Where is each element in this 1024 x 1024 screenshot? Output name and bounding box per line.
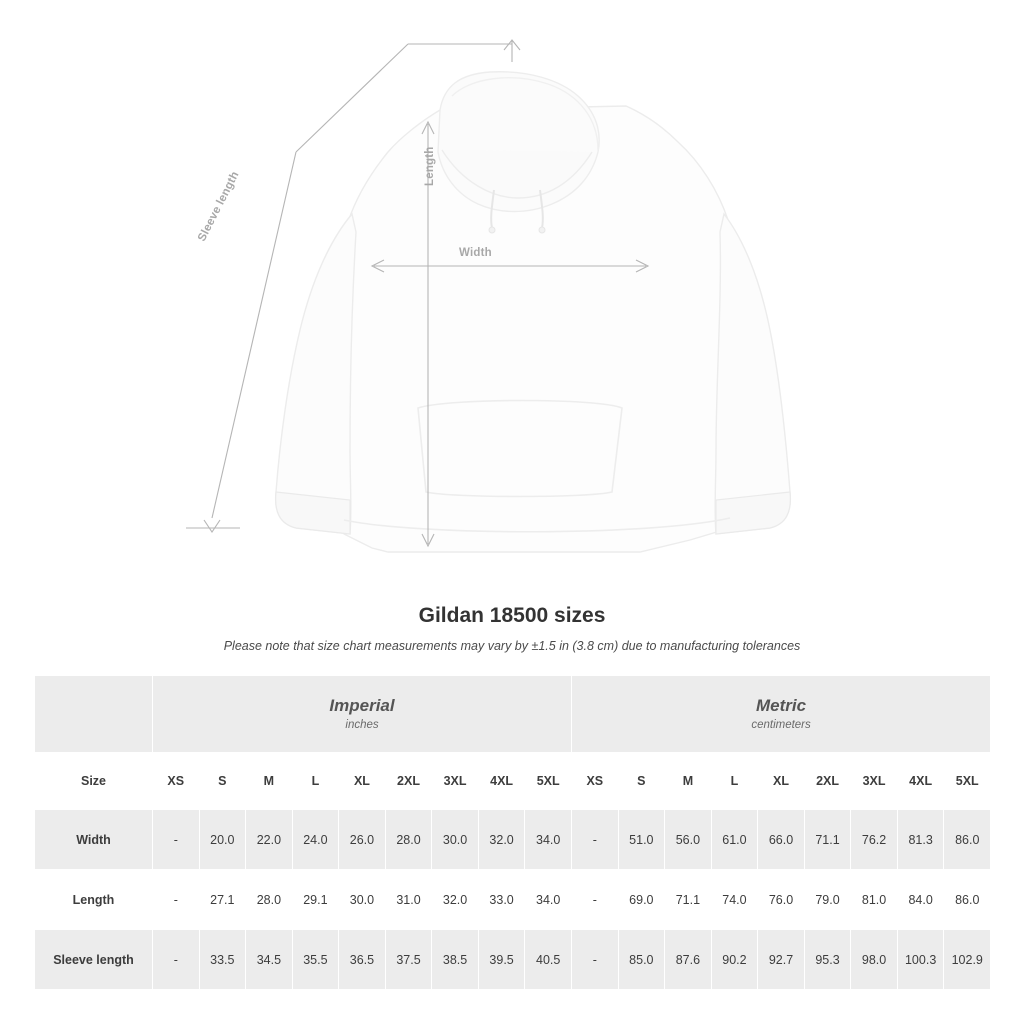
cell-length-imperial-l: 29.1 xyxy=(292,870,339,930)
cell-width-metric-5xl: 86.0 xyxy=(944,810,991,870)
title-block xyxy=(0,604,1024,653)
table-row xyxy=(35,930,991,990)
cell-sleeve-metric-2xl: 95.3 xyxy=(804,930,851,990)
cell-width-metric-s: 51.0 xyxy=(618,810,665,870)
unit-group-metric-unit: centimeters xyxy=(751,718,811,731)
tolerance-note: Please note that size chart measurements may vary by ±1.5 in (3.8 cm) due to manufacturing tolerances xyxy=(223,639,801,653)
cell-width-metric-xs: - xyxy=(572,810,619,870)
cell-length-metric-s: 69.0 xyxy=(618,870,665,930)
header-metric-xl: XL xyxy=(758,753,805,810)
row-label-width: Width xyxy=(35,810,153,870)
cell-width-imperial-l: 24.0 xyxy=(292,810,339,870)
cell-sleeve-metric-l: 90.2 xyxy=(711,930,758,990)
cell-length-imperial-xl: 30.0 xyxy=(339,870,386,930)
hoodie-shape xyxy=(276,72,791,552)
cell-length-metric-xs: - xyxy=(572,870,619,930)
cell-sleeve-imperial-3xl: 38.5 xyxy=(432,930,479,990)
header-metric-m: M xyxy=(665,753,712,810)
cell-length-imperial-5xl: 34.0 xyxy=(525,870,572,930)
page-title: Gildan 18500 sizes xyxy=(418,604,606,627)
header-imperial-l: L xyxy=(292,753,339,810)
cell-width-metric-xl: 66.0 xyxy=(758,810,805,870)
sleeve-length-label: Sleeve length xyxy=(196,169,242,244)
header-metric-xs: XS xyxy=(572,753,619,810)
cell-length-metric-xl: 76.0 xyxy=(758,870,805,930)
cell-width-metric-2xl: 71.1 xyxy=(804,810,851,870)
table-row xyxy=(35,870,991,930)
cell-sleeve-metric-3xl: 98.0 xyxy=(851,930,898,990)
unit-group-row xyxy=(35,676,991,753)
cell-length-imperial-m: 28.0 xyxy=(246,870,293,930)
cell-width-imperial-xl: 26.0 xyxy=(339,810,386,870)
header-imperial-m: M xyxy=(246,753,293,810)
cell-width-metric-l: 61.0 xyxy=(711,810,758,870)
header-metric-s: S xyxy=(618,753,665,810)
cell-width-metric-4xl: 81.3 xyxy=(897,810,944,870)
row-label-sleeve-length: Sleeve length xyxy=(35,930,153,990)
cell-length-imperial-xs: - xyxy=(153,870,200,930)
cell-sleeve-metric-5xl: 102.9 xyxy=(944,930,991,990)
size-chart-table xyxy=(34,675,991,990)
unit-group-imperial-unit: inches xyxy=(345,718,379,731)
cell-sleeve-imperial-4xl: 39.5 xyxy=(478,930,525,990)
unit-group-imperial xyxy=(153,676,572,753)
unit-group-spacer xyxy=(35,676,153,753)
cell-length-metric-3xl: 81.0 xyxy=(851,870,898,930)
header-metric-5xl: 5XL xyxy=(944,753,991,810)
row-label-length: Length xyxy=(35,870,153,930)
header-imperial-xl: XL xyxy=(339,753,386,810)
header-metric-l: L xyxy=(711,753,758,810)
cell-width-imperial-2xl: 28.0 xyxy=(385,810,432,870)
cell-width-imperial-5xl: 34.0 xyxy=(525,810,572,870)
cell-sleeve-imperial-m: 34.5 xyxy=(246,930,293,990)
width-label: Width xyxy=(459,247,492,259)
cell-sleeve-metric-s: 85.0 xyxy=(618,930,665,990)
cell-sleeve-imperial-s: 33.5 xyxy=(199,930,246,990)
cell-length-metric-4xl: 84.0 xyxy=(897,870,944,930)
table-row xyxy=(35,810,991,870)
cell-sleeve-imperial-l: 35.5 xyxy=(292,930,339,990)
cell-sleeve-metric-4xl: 100.3 xyxy=(897,930,944,990)
cell-sleeve-metric-xl: 92.7 xyxy=(758,930,805,990)
cell-width-imperial-4xl: 32.0 xyxy=(478,810,525,870)
header-imperial-2xl: 2XL xyxy=(385,753,432,810)
cell-width-imperial-xs: - xyxy=(153,810,200,870)
cell-width-imperial-s: 20.0 xyxy=(199,810,246,870)
length-label: Length xyxy=(424,146,436,186)
size-header-row xyxy=(35,753,991,810)
cell-length-imperial-4xl: 33.0 xyxy=(478,870,525,930)
header-size: Size xyxy=(35,753,153,810)
cell-sleeve-imperial-2xl: 37.5 xyxy=(385,930,432,990)
header-imperial-4xl: 4XL xyxy=(478,753,525,810)
size-chart-table-wrap xyxy=(34,675,990,990)
header-metric-3xl: 3XL xyxy=(851,753,898,810)
cell-length-metric-2xl: 79.0 xyxy=(804,870,851,930)
unit-group-imperial-name: Imperial xyxy=(329,696,395,716)
cell-length-metric-5xl: 86.0 xyxy=(944,870,991,930)
header-imperial-5xl: 5XL xyxy=(525,753,572,810)
header-imperial-s: S xyxy=(199,753,246,810)
cell-width-metric-m: 56.0 xyxy=(665,810,712,870)
cell-length-imperial-s: 27.1 xyxy=(199,870,246,930)
cell-width-imperial-m: 22.0 xyxy=(246,810,293,870)
unit-group-metric-name: Metric xyxy=(756,696,807,716)
unit-group-metric xyxy=(572,676,991,753)
cell-sleeve-metric-m: 87.6 xyxy=(665,930,712,990)
cell-sleeve-imperial-xs: - xyxy=(153,930,200,990)
cell-length-imperial-3xl: 32.0 xyxy=(432,870,479,930)
cell-width-imperial-3xl: 30.0 xyxy=(432,810,479,870)
header-metric-2xl: 2XL xyxy=(804,753,851,810)
cell-length-metric-m: 71.1 xyxy=(665,870,712,930)
cell-sleeve-metric-xs: - xyxy=(572,930,619,990)
header-imperial-xs: XS xyxy=(153,753,200,810)
header-imperial-3xl: 3XL xyxy=(432,753,479,810)
cell-sleeve-imperial-xl: 36.5 xyxy=(339,930,386,990)
cell-sleeve-imperial-5xl: 40.5 xyxy=(525,930,572,990)
cell-length-metric-l: 74.0 xyxy=(711,870,758,930)
cell-length-imperial-2xl: 31.0 xyxy=(385,870,432,930)
header-metric-4xl: 4XL xyxy=(897,753,944,810)
cell-width-metric-3xl: 76.2 xyxy=(851,810,898,870)
